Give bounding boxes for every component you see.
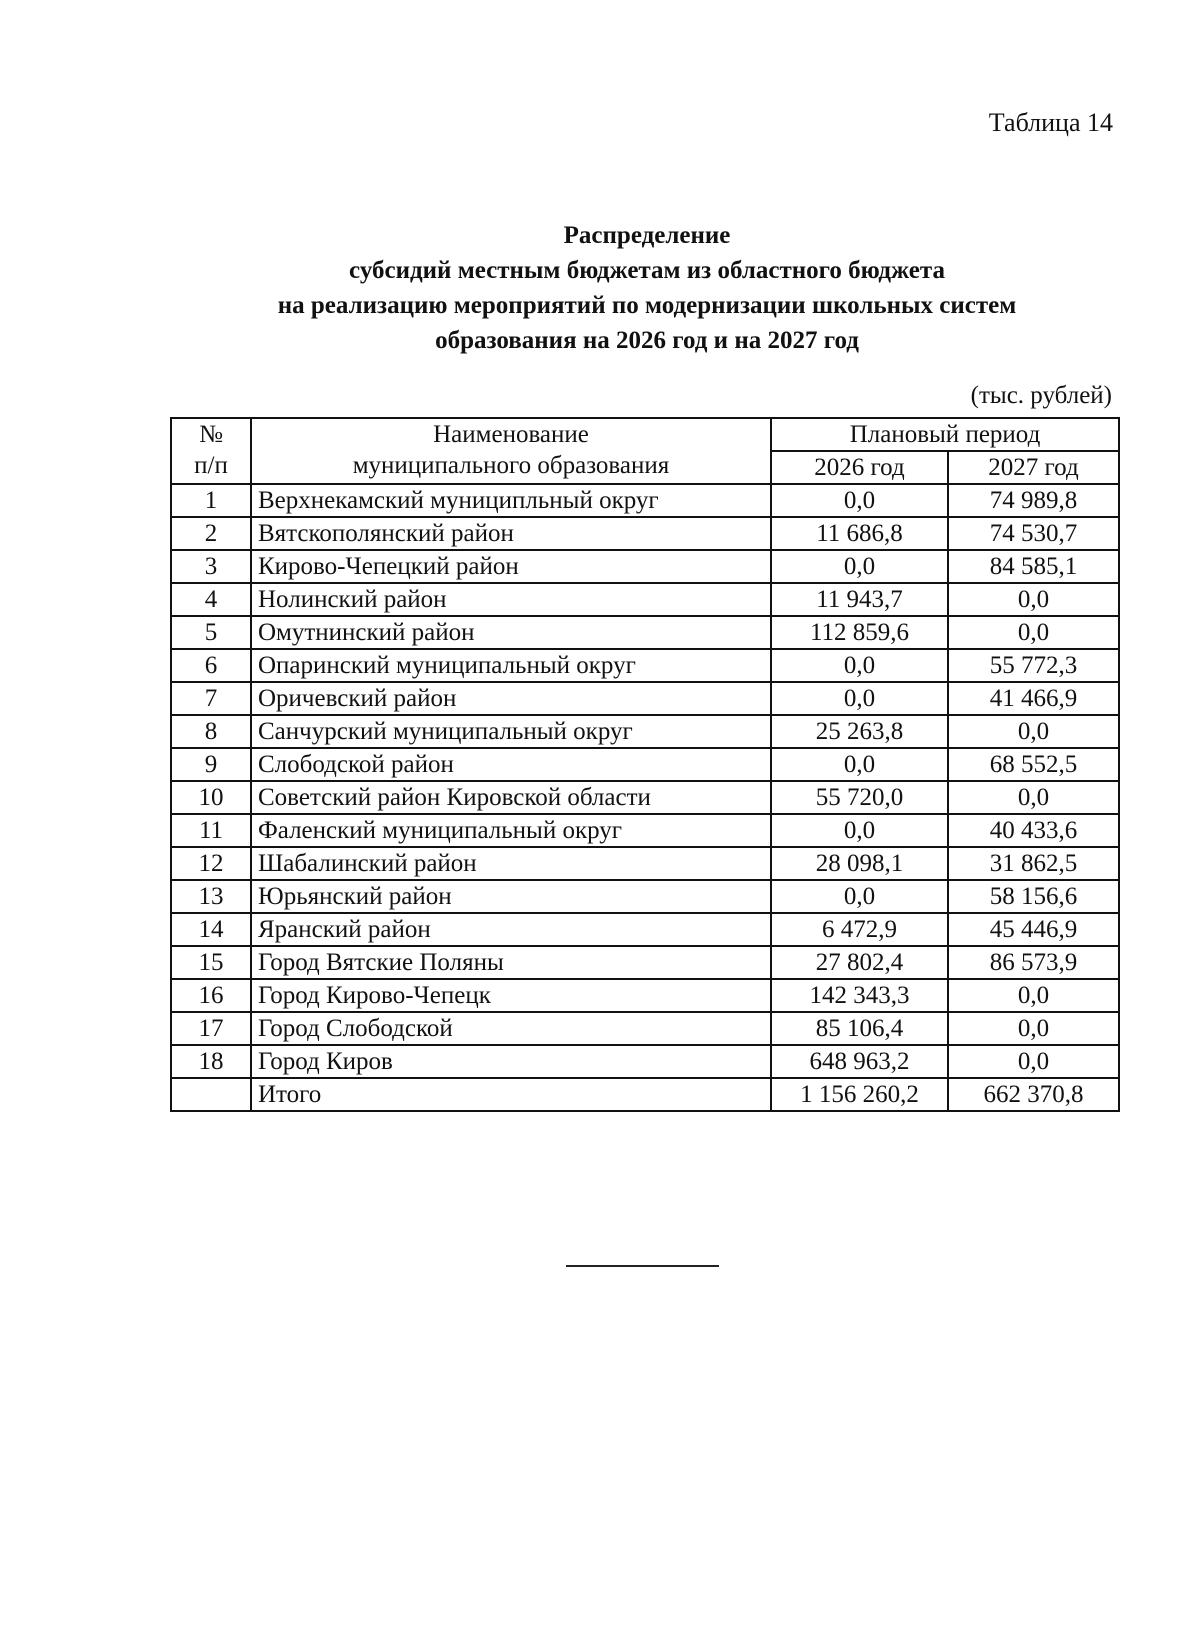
row-value-2026: 0,0 [771, 484, 948, 517]
table-total-row [171, 1078, 1119, 1111]
table-row [171, 748, 1119, 781]
title-line: образования на 2026 год и на 2027 год [435, 327, 859, 354]
row-municipality-name: Яранский район [251, 913, 771, 946]
row-value-2026: 0,0 [771, 814, 948, 847]
header-name-line2: муниципального образования [352, 452, 670, 479]
row-value-2027: 74 989,8 [948, 484, 1119, 517]
table-row [171, 517, 1119, 550]
row-number: 14 [171, 913, 251, 946]
row-value-2027: 68 552,5 [948, 748, 1119, 781]
row-value-2027: 58 156,6 [948, 880, 1119, 913]
row-municipality-name: Фаленский муниципальный округ [251, 814, 771, 847]
row-municipality-name: Юрьянский район [251, 880, 771, 913]
row-municipality-name: Опаринский муниципальный округ [251, 649, 771, 682]
row-value-2026: 0,0 [771, 649, 948, 682]
row-value-2026: 25 263,8 [771, 715, 948, 748]
header-number-line2: п/п [194, 452, 228, 479]
total-value-2027: 662 370,8 [948, 1078, 1119, 1111]
row-municipality-name: Омутнинский район [251, 616, 771, 649]
row-value-2026: 28 098,1 [771, 847, 948, 880]
row-value-2026: 112 859,6 [771, 616, 948, 649]
table-row [171, 781, 1119, 814]
table-row [171, 1045, 1119, 1078]
table-number-label: Таблица 14 [988, 108, 1113, 137]
row-value-2027: 0,0 [948, 781, 1119, 814]
row-number: 3 [171, 550, 251, 583]
row-municipality-name: Город Слободской [251, 1012, 771, 1045]
row-value-2026: 0,0 [771, 550, 948, 583]
row-value-2027: 86 573,9 [948, 946, 1119, 979]
header-name-line1: Наименование [433, 421, 589, 448]
table-row [171, 682, 1119, 715]
table-header-row [171, 418, 1119, 451]
row-municipality-name: Город Киров [251, 1045, 771, 1078]
row-municipality-name: Кирово-Чепецкий район [251, 550, 771, 583]
row-number: 9 [171, 748, 251, 781]
row-number: 6 [171, 649, 251, 682]
end-separator-line [566, 1265, 719, 1267]
row-value-2027: 40 433,6 [948, 814, 1119, 847]
row-municipality-name: Вятскополянский район [251, 517, 771, 550]
units-label: (тыс. рублей) [970, 382, 1112, 409]
row-value-2026: 648 963,2 [771, 1045, 948, 1078]
table-row [171, 649, 1119, 682]
row-value-2026: 0,0 [771, 880, 948, 913]
row-value-2027: 84 585,1 [948, 550, 1119, 583]
row-value-2027: 0,0 [948, 616, 1119, 649]
row-municipality-name: Город Вятские Поляны [251, 946, 771, 979]
row-municipality-name: Советский район Кировской области [251, 781, 771, 814]
row-value-2027: 0,0 [948, 979, 1119, 1012]
row-value-2026: 27 802,4 [771, 946, 948, 979]
row-value-2026: 55 720,0 [771, 781, 948, 814]
total-value-2026: 1 156 260,2 [771, 1078, 948, 1111]
row-municipality-name: Город Кирово-Чепецк [251, 979, 771, 1012]
row-number: 8 [171, 715, 251, 748]
title-line: на реализацию мероприятий по модернизации школьных систем [277, 292, 1017, 319]
document-title [0, 218, 1200, 358]
header-planning-period: Плановый период [771, 418, 1119, 451]
row-value-2027: 0,0 [948, 1045, 1119, 1078]
total-number [171, 1078, 251, 1111]
row-value-2027: 55 772,3 [948, 649, 1119, 682]
row-value-2027: 0,0 [948, 1012, 1119, 1045]
row-number: 15 [171, 946, 251, 979]
row-value-2026: 85 106,4 [771, 1012, 948, 1045]
row-value-2026: 0,0 [771, 748, 948, 781]
table-row [171, 484, 1119, 517]
row-value-2027: 41 466,9 [948, 682, 1119, 715]
table-row [171, 814, 1119, 847]
row-municipality-name: Санчурский муниципальный округ [251, 715, 771, 748]
row-value-2027: 0,0 [948, 715, 1119, 748]
table-row [171, 1012, 1119, 1045]
title-line: субсидий местным бюджетам из областного бюджета [349, 257, 945, 284]
row-value-2027: 45 446,9 [948, 913, 1119, 946]
table-row [171, 913, 1119, 946]
row-number: 16 [171, 979, 251, 1012]
table-row [171, 715, 1119, 748]
title-line: Распределение [563, 222, 731, 249]
table-row [171, 847, 1119, 880]
row-number: 18 [171, 1045, 251, 1078]
table-row [171, 616, 1119, 649]
row-municipality-name: Оричевский район [251, 682, 771, 715]
table-row [171, 583, 1119, 616]
row-value-2026: 142 343,3 [771, 979, 948, 1012]
row-municipality-name: Нолинский район [251, 583, 771, 616]
table-body [171, 484, 1119, 1111]
row-number: 2 [171, 517, 251, 550]
row-number: 10 [171, 781, 251, 814]
row-value-2027: 0,0 [948, 583, 1119, 616]
subsidy-distribution-table [170, 417, 1120, 1112]
row-municipality-name: Слободской район [251, 748, 771, 781]
row-value-2026: 11 943,7 [771, 583, 948, 616]
row-number: 5 [171, 616, 251, 649]
row-number: 4 [171, 583, 251, 616]
row-value-2026: 6 472,9 [771, 913, 948, 946]
row-number: 13 [171, 880, 251, 913]
row-value-2027: 31 862,5 [948, 847, 1119, 880]
row-value-2026: 0,0 [771, 682, 948, 715]
row-number: 1 [171, 484, 251, 517]
table-row [171, 979, 1119, 1012]
row-number: 11 [171, 814, 251, 847]
table-row [171, 946, 1119, 979]
header-number [171, 418, 251, 484]
table-row [171, 880, 1119, 913]
total-label: Итого [251, 1078, 771, 1111]
row-number: 7 [171, 682, 251, 715]
header-year-2027: 2027 год [948, 451, 1119, 484]
row-municipality-name: Верхнекамский муниципльный округ [251, 484, 771, 517]
table-row [171, 550, 1119, 583]
row-value-2027: 74 530,7 [948, 517, 1119, 550]
row-number: 12 [171, 847, 251, 880]
header-number-line1: № [199, 421, 223, 448]
row-municipality-name: Шабалинский район [251, 847, 771, 880]
row-number: 17 [171, 1012, 251, 1045]
header-name [251, 418, 771, 484]
row-value-2026: 11 686,8 [771, 517, 948, 550]
header-year-2026: 2026 год [771, 451, 948, 484]
